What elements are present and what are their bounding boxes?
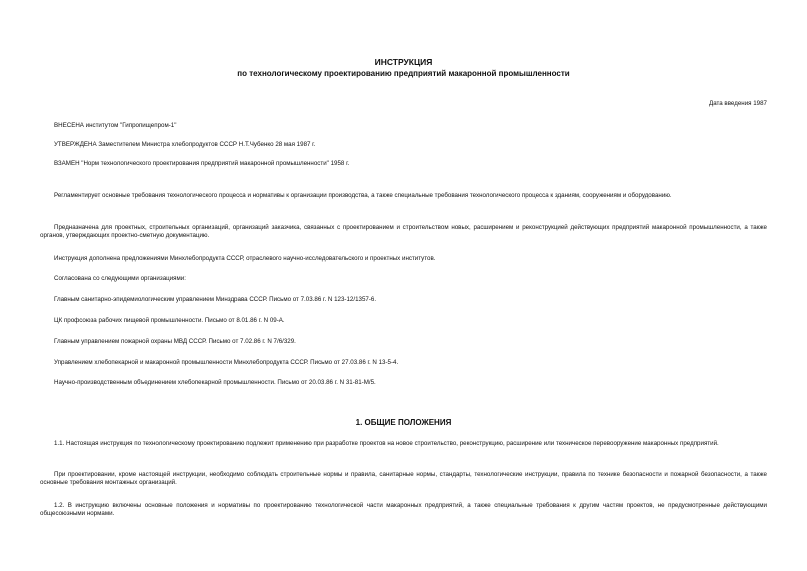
document-subtitle: по технологическому проектированию предприятий макаронной промышленности	[237, 69, 570, 78]
agreed-org-3: Главным управлением пожарной охраны МВД СССР. Письмо от 7.02.86 г. N 7/6/329.	[54, 338, 296, 345]
agreed-with: Согласована со следующими организациями:	[54, 275, 186, 282]
agreed-org-5: Научно-производственным объединением хлебопекарной промышленности. Письмо от 20.03.86 г. N 31-81-М/5.	[54, 379, 376, 386]
date-of-introduction: Дата введения 1987	[709, 100, 767, 107]
paragraph-1-1: 1.1. Настоящая инструкция по технологическому проектированию подлежит применению при разработке проектов на новое строительство, реконструкцию, расширение или техническое перевооружение макаронных предприятий.	[54, 440, 719, 447]
agreed-org-4: Управлением хлебопекарной и макаронной промышленности Минхлебопродукта СССР. Письмо от 27.03.86 г. N 13-5-4.	[54, 359, 399, 366]
section-1-title: 1. ОБЩИЕ ПОЛОЖЕНИЯ	[355, 418, 452, 427]
paragraph-regulates: Регламентирует основные требования технологического процесса и нормативы к организации производства, а также специальные требования технологического процесса к зданиям, сооружениям и оборудованию.	[54, 192, 672, 199]
approved-by: УТВЕРЖДЕНА Заместителем Министра хлебопродуктов СССР Н.Т.Чубенко 28 мая 1987 г.	[54, 141, 316, 148]
agreed-org-1: Главным санитарно-эпидемиологическим управлением Минздрава СССР. Письмо от 7.03.86 г. N 123-12/1357-6.	[54, 296, 377, 303]
introduced-by: ВНЕСЕНА институтом "Гипропищепром-1"	[54, 122, 177, 129]
agreed-org-2: ЦК профсоюза рабочих пищевой промышленности. Письмо от 8.01.86 г. N 09-А.	[54, 317, 285, 324]
paragraph-1-1-b: При проектировании, кроме настоящей инструкции, необходимо соблюдать строительные нормы и правила, санитарные нормы, стандарты, технологические инструкции, правила по технике безопасности и пожарной безопасности, а также основные требования монтажных организаций.	[40, 471, 767, 486]
document-title: ИНСТРУКЦИЯ	[374, 57, 433, 67]
paragraph-intended: Предназначена для проектных, строительных организаций, организаций заказчика, связанных с проектированием и строительством новых, расширением и реконструкцией действующих предприятий макаронной промышленности, а также органов, утверждающих проектно-сметную документацию.	[40, 224, 767, 239]
paragraph-1-2: 1.2. В инструкцию включены основные положения и нормативы по проектированию технологической части макаронных предприятий, а также специальные требования к другим частям проектов, не предусмотренные действующими общесоюзными нормами.	[40, 502, 767, 517]
paragraph-supplemented: Инструкция дополнена предложениями Минхлебопродукта СССР, отраслевого научно-исследовательского и проектных институтов.	[54, 255, 436, 262]
replaces: ВЗАМЕН "Норм технологического проектирования предприятий макаронной промышленности" 1958 г.	[54, 160, 350, 167]
